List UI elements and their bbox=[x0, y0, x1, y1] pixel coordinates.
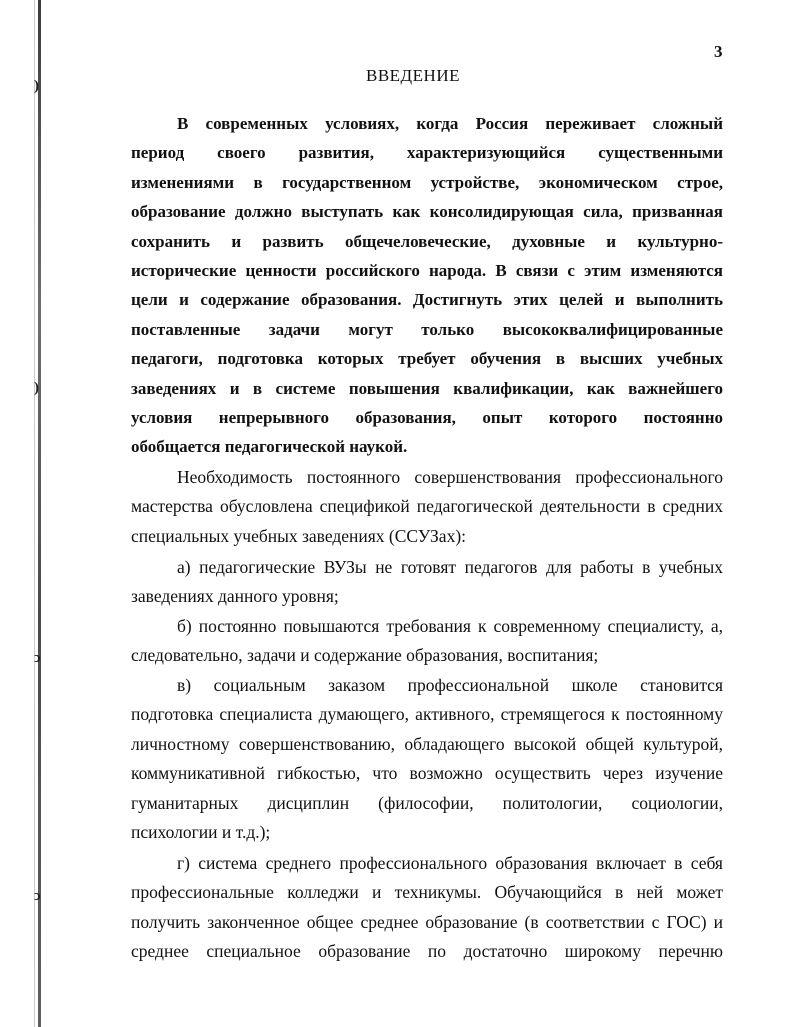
text-line: б) постоянно повышаются требования к современному специалисту, а, bbox=[177, 616, 723, 636]
scan-shadow-line bbox=[34, 0, 35, 1027]
text-line: сохранить и развить общечеловеческие, духовные и культурно- bbox=[131, 231, 723, 251]
text-line: мастерства обусловлена спецификой педагогической деятельности в средних bbox=[131, 496, 723, 517]
list-item-d bbox=[131, 849, 723, 967]
text-line: следовательно, задачи и содержание образования, воспитания; bbox=[131, 645, 599, 666]
text-line: коммуникативной гибкостью, что возможно осуществить через изучение bbox=[131, 763, 723, 784]
text-line: исторические ценности российского народа. В связи с этим изменяются bbox=[131, 261, 723, 281]
binding-hole-mark: ) bbox=[34, 380, 39, 396]
text-line: а) педагогические ВУЗы не готовят педагогов для работы в учебных bbox=[177, 557, 723, 577]
text-line: среднее специальное образование по достаточно широкому перечню bbox=[131, 941, 723, 962]
text-line: изменениями в государственном устройстве, экономическом строе, bbox=[131, 172, 723, 192]
scan-binding-edge bbox=[38, 0, 41, 1027]
text-line: гуманитарных дисциплин (философии, политологии, социологии, bbox=[131, 792, 723, 813]
text-line: Необходимость постоянного совершенствования профессионального bbox=[177, 467, 723, 487]
text-line: психологии и т.д.); bbox=[131, 822, 271, 843]
necessity-paragraph bbox=[131, 463, 723, 551]
list-item-c bbox=[131, 671, 723, 847]
text-line: г) система среднего профессионального образования включает в себя bbox=[177, 853, 723, 873]
intro-paragraph bbox=[131, 109, 723, 462]
text-line: личностному совершенствованию, обладающего высокой общей культурой, bbox=[131, 733, 723, 754]
text-line: получить законченное общее среднее образование (в соответствии с ГОС) и bbox=[131, 911, 723, 932]
binding-hole-mark: ) bbox=[34, 78, 39, 94]
list-item-b bbox=[131, 612, 723, 671]
text-line: поставленные задачи могут только высококвалифицированные bbox=[131, 319, 723, 339]
text-line: В современных условиях, когда Россия переживает сложный bbox=[177, 114, 723, 133]
page-title: ВВЕДЕНИЕ bbox=[366, 66, 460, 85]
text-line: обобщается педагогической наукой. bbox=[131, 437, 408, 457]
text-line: педагоги, подготовка которых требует обучения в высших учебных bbox=[131, 349, 723, 369]
text-line: цели и содержание образования. Достигнуть этих целей и выполнить bbox=[131, 290, 723, 310]
text-line: условия непрерывного образования, опыт которого постоянно bbox=[131, 408, 723, 428]
text-line: период своего развития, характеризующийся существенными bbox=[131, 143, 723, 163]
text-line: заведениях и в системе повышения квалификации, как важнейшего bbox=[131, 378, 723, 398]
text-line: образование должно выступать как консолидирующая сила, призванная bbox=[131, 202, 723, 222]
text-line: в) социальным заказом профессиональной школе становится bbox=[177, 675, 723, 695]
list-item-a bbox=[131, 553, 723, 612]
text-line: профессиональные колледжи и техникумы. Обучающийся в ней может bbox=[131, 882, 723, 903]
page-number: 3 bbox=[714, 42, 723, 61]
binding-hole-mark: ↄ bbox=[34, 888, 41, 904]
binding-hole-mark: ↄ bbox=[34, 650, 41, 666]
text-line: заведениях данного уровня; bbox=[131, 586, 339, 607]
text-line: специальных учебных заведениях (ССУЗах): bbox=[131, 525, 467, 546]
text-line: подготовка специалиста думающего, активного, стремящегося к постоянному bbox=[131, 704, 723, 725]
